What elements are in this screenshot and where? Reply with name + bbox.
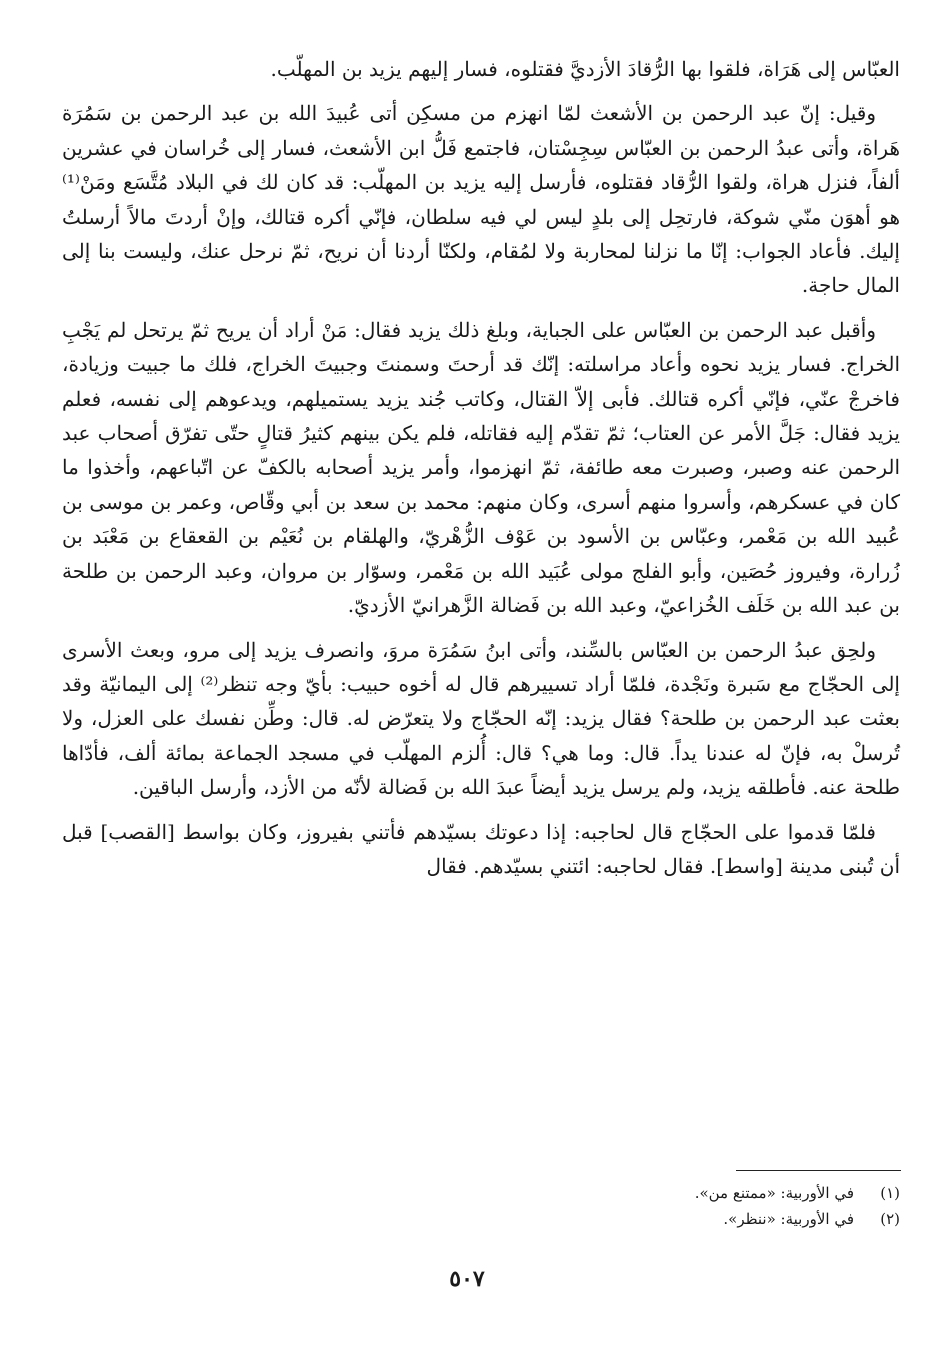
footnote-divider (736, 1170, 901, 1171)
paragraph-gap (62, 303, 900, 313)
paragraph-3: وأقبل عبد الرحمن بن العبّاس على الجباية، وبلغ ذلك يزيد فقال: مَنْ أراد أن يريح ثمّ يرتحل لم يَجْبِ الخراج. فسار يزيد نحوه وأعاد مراسلته: إنّك قد أرحتَ وسمنتَ وجبيتَ الخراج، فلك ما جبيت وزيادة، فاخرجْ عنّي، فإنّي أكره قتالك. فأبى إلاّ القتال، وكاتب جُند يزيد يستميلهم، ويدعوهم إلى نفسه، فعلم يزيد فقال: جَلَّ الأمر عن العتاب؛ ثمّ تقدّم إليه فقاتله، فلم يكن بينهم كثيرُ قتالٍ حتّى تفرّق أصحاب عبد الرحمن عنه وصبر، وصبرت معه طائفة، ثمّ انهزموا، وأمر يزيد أصحابه بالكفّ عن اتّباعهم، وأخذوا ما كان في عسكرهم، وأسروا منهم أسرى، وكان منهم: محمد بن سعد بن أبي وقّاص، وعمر بن موسى بن عُبيد الله بن مَعْمر، وعبّاس بن الأسود بن عَوْف الزُّهْريّ، والهلقام بن نُعَيْم بن القعقاع بن مَعْبَد بن زُرارة، وفيروز حُصَين، وأبو الفلج مولى عُبَيد الله بن مَعْمر، وسوّار بن مروان، وعبد الرحمن بن طلحة بن عبد الله بن خَلَف الخُزاعيّ، وعبد الله بن فَضالة الزَّهرانيّ الأزديّ. (62, 317, 900, 618)
footnote-2 (695, 1206, 900, 1232)
page-number: ٥٠٧ (449, 1266, 485, 1292)
paragraph-4: ولحِق عبدُ الرحمن بن العبّاس بالسِّند، وأتى ابنُ سَمُرَة مروَ، وانصرف يزيد إلى مرو، وبعث الأسرى إلى الحجّاج مع سَبرة ونَجْدة، فلمّا أراد تسييرهم قال له أخوه حبيب: بأيّ وجه تنظر⁽²⁾ إلى اليمانيّة وقد بعثت عبد الرحمن بن طلحة؟ فقال يزيد: إنّه الحجّاج ولا يتعرّض له. قال: وطِّن نفسك على العزل، ولا تُرسلْ به، فإنّ له عندنا يداً. قال: وما هي؟ قال: أُلزم المهلّب في مسجد الجماعة بمائة ألف، فأدّاها طلحة عنه. فأطلقه يزيد، ولم يرسل يزيد أيضاً عبدَ الله بن فَضالة لأنّه من الأزد، وأرسل الباقين. (62, 637, 900, 800)
paragraph-gap (62, 805, 900, 815)
footnotes (695, 1180, 900, 1232)
paragraph-5: فلمّا قدموا على الحجّاج قال لحاجبه: إذا دعوتك بسيّدهم فأتني بفيروز، وكان بواسط [القصب] قبل أن تُبنى مدينة [واسط]. فقال لحاجبه: ائتني بسيّدهم. فقال (62, 819, 900, 878)
footnote-number: (١) (880, 1184, 900, 1202)
paragraph-gap (62, 86, 900, 96)
paragraph-1: العبّاس إلى هَرَاة، فلقوا بها الرُّقادَ الأزديَّ فقتلوه، فسار إليهم يزيد بن المهلّب. (270, 57, 900, 81)
page-body (62, 52, 900, 883)
paragraph-gap (62, 623, 900, 633)
footnote-number: (٢) (880, 1210, 900, 1228)
paragraph-2: وقيل: إنّ عبد الرحمن بن الأشعث لمّا انهزم من مسكِن أتى عُبيدَ الله بن عبد الرحمن بن سَمُرَة هَراة، وأتى عبدُ الرحمن بن العبّاس سِجِسْتان، فاجتمع فَلُّ ابن الأشعث، فسار إلى خُراسان في عشرين ألفاً، فنزل هراة، ولقوا الرُّقاد فقتلوه، فأرسل إليه يزيد بن المهلّب: قد كان لك في البلاد مُتَّسَع ومَنْ⁽¹⁾ هو أهوَن منّي شوكة، فارتحِل إلى بلدٍ ليس لي فيه سلطان، فإنّي أكره قتالك، وإنْ أردتَ مالاً أرسلتُ إليك. فأعاد الجواب: إنّا ما نزلنا لمحاربة ولا لمُقام، ولكنّا أردنا أن نريح، ثمّ نرحل عنك، وليست بنا إلى المال حاجة. (62, 101, 900, 298)
footnote-1 (695, 1180, 900, 1206)
footnote-text: في الأوربية: «ننظر». (723, 1210, 854, 1228)
footnote-text: في الأوربية: «ممتنع من». (694, 1184, 854, 1202)
